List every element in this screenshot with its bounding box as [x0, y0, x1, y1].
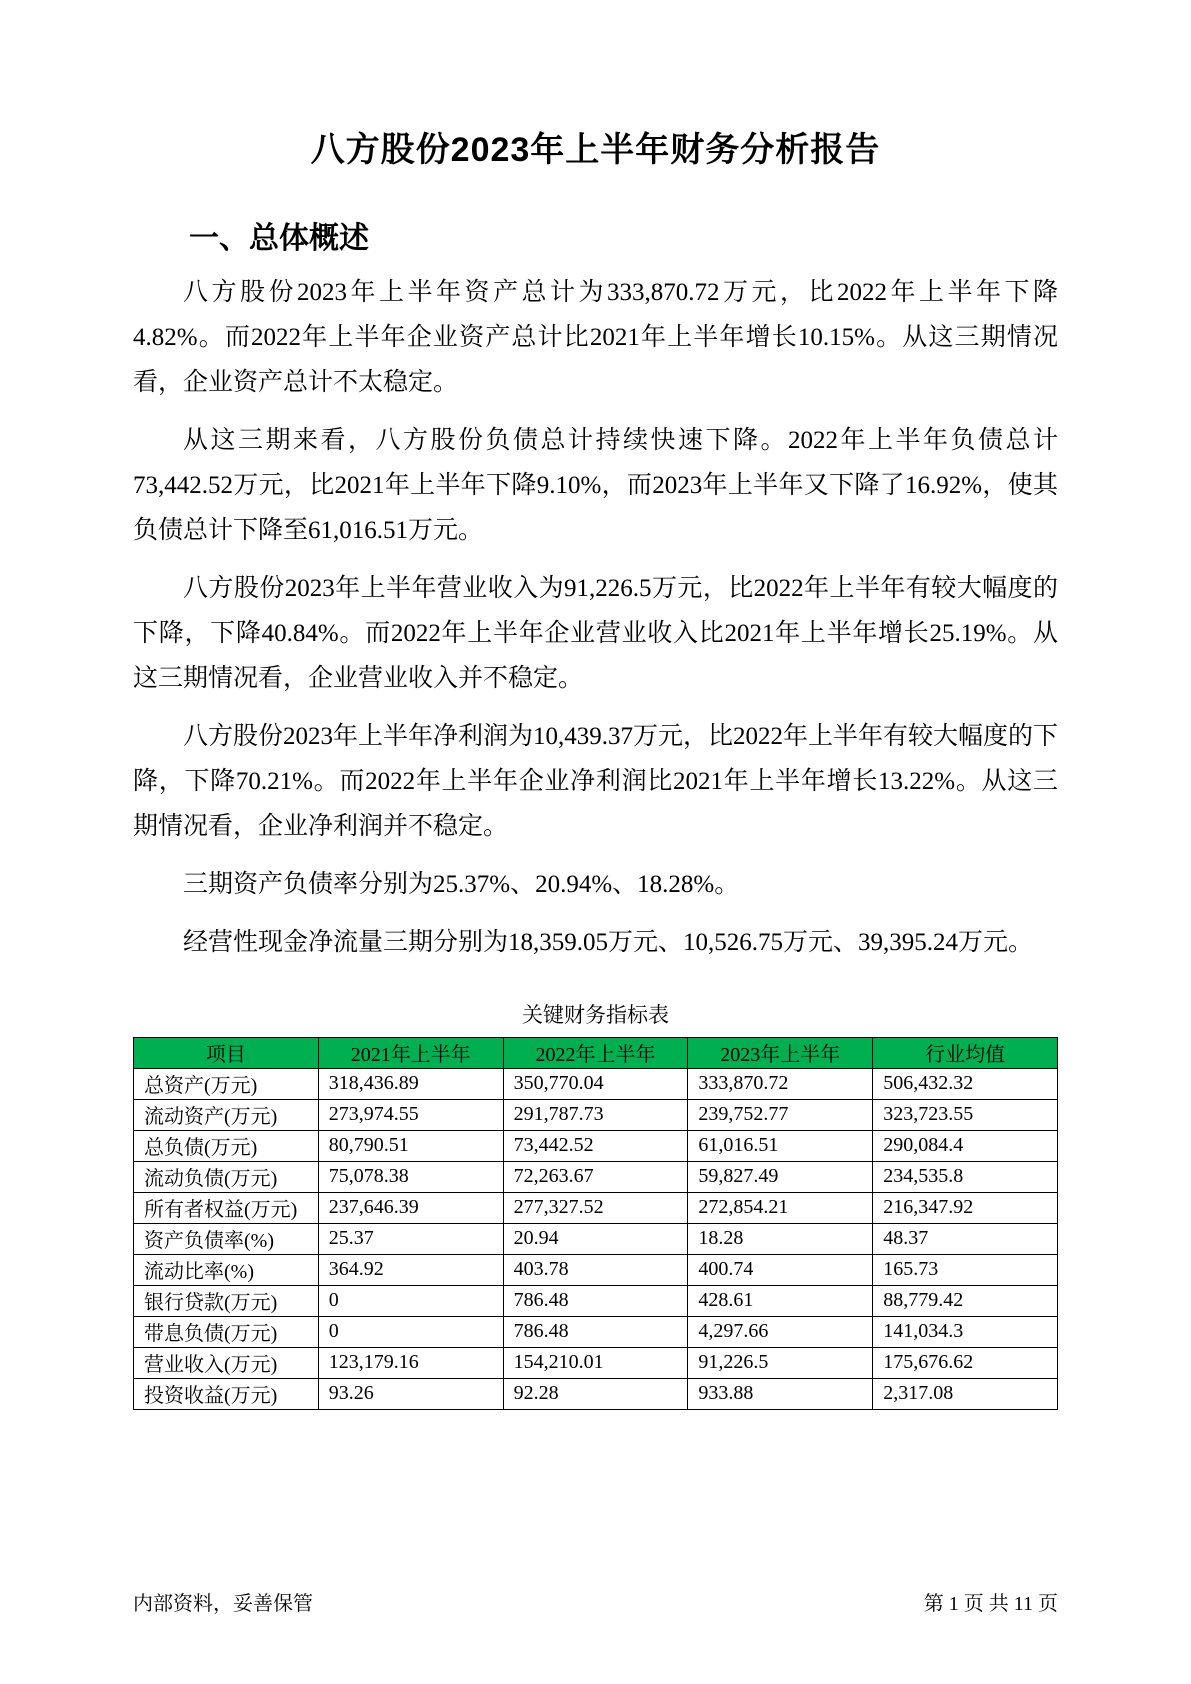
row-label-cell: 流动资产(万元)	[134, 1099, 319, 1130]
value-cell: 165.73	[873, 1254, 1058, 1285]
table-row	[134, 1316, 1058, 1347]
value-cell: 4,297.66	[688, 1316, 873, 1347]
value-cell: 154,210.01	[503, 1347, 688, 1378]
value-cell: 272,854.21	[688, 1192, 873, 1223]
value-cell: 75,078.38	[318, 1161, 503, 1192]
table-header-cell: 2023年上半年	[688, 1037, 873, 1068]
value-cell: 2,317.08	[873, 1378, 1058, 1409]
table-row	[134, 1161, 1058, 1192]
document-title: 八方股份2023年上半年财务分析报告	[310, 131, 881, 169]
value-cell: 506,432.32	[873, 1068, 1058, 1099]
table-row	[134, 1068, 1058, 1099]
value-cell: 92.28	[503, 1378, 688, 1409]
value-cell: 88,779.42	[873, 1285, 1058, 1316]
value-cell: 290,084.4	[873, 1130, 1058, 1161]
value-cell: 237,646.39	[318, 1192, 503, 1223]
value-cell: 123,179.16	[318, 1347, 503, 1378]
value-cell: 933.88	[688, 1378, 873, 1409]
value-cell: 141,034.3	[873, 1316, 1058, 1347]
table-row	[134, 1378, 1058, 1409]
value-cell: 61,016.51	[688, 1130, 873, 1161]
table-caption: 关键财务指标表	[522, 1002, 669, 1027]
table-header-cell: 行业均值	[873, 1037, 1058, 1068]
table-row	[134, 1285, 1058, 1316]
value-cell: 73,442.52	[503, 1130, 688, 1161]
value-cell: 428.61	[688, 1285, 873, 1316]
value-cell: 323,723.55	[873, 1099, 1058, 1130]
value-cell: 277,327.52	[503, 1192, 688, 1223]
table-row	[134, 1192, 1058, 1223]
table-header-cell: 2021年上半年	[318, 1037, 503, 1068]
value-cell: 72,263.67	[503, 1161, 688, 1192]
section-heading: 一、总体概述	[189, 221, 369, 255]
value-cell: 175,676.62	[873, 1347, 1058, 1378]
paragraph: 从这三期来看，八方股份负债总计持续快速下降。2022年上半年负债总计73,442.52万元，比2021年上半年下降9.10%，而2023年上半年又下降了16.92%，使其负债总计下降至61,016.51万元。	[133, 426, 1058, 544]
value-cell: 234,535.8	[873, 1161, 1058, 1192]
value-cell: 273,974.55	[318, 1099, 503, 1130]
paragraph: 八方股份2023年上半年营业收入为91,226.5万元，比2022年上半年有较大幅度的下降，下降40.84%。而2022年上半年企业营业收入比2021年上半年增长25.19%。从这三期情况看，企业营业收入并不稳定。	[133, 574, 1058, 692]
paragraph: 八方股份2023年上半年净利润为10,439.37万元，比2022年上半年有较大幅度的下降，下降70.21%。而2022年上半年企业净利润比2021年上半年增长13.22%。从这三期情况看，企业净利润并不稳定。	[133, 722, 1059, 840]
value-cell: 48.37	[873, 1223, 1058, 1254]
table-row	[134, 1254, 1058, 1285]
page-footer	[133, 1587, 1058, 1616]
table-row	[134, 1223, 1058, 1254]
paragraph: 经营性现金净流量三期分别为18,359.05万元、10,526.75万元、39,395.24万元。	[183, 928, 1034, 956]
row-label-cell: 带息负债(万元)	[134, 1316, 319, 1347]
table-row	[134, 1130, 1058, 1161]
table-header-cell: 2022年上半年	[503, 1037, 688, 1068]
financial-indicators-table	[133, 1037, 1058, 1410]
row-label-cell: 所有者权益(万元)	[134, 1192, 319, 1223]
table-row	[134, 1347, 1058, 1378]
row-label-cell: 资产负债率(%)	[134, 1223, 319, 1254]
table-header-row	[134, 1037, 1058, 1068]
row-label-cell: 投资收益(万元)	[134, 1378, 319, 1409]
value-cell: 25.37	[318, 1223, 503, 1254]
row-label-cell: 银行贷款(万元)	[134, 1285, 319, 1316]
table-header-cell: 项目	[134, 1037, 319, 1068]
value-cell: 91,226.5	[688, 1347, 873, 1378]
paragraphs	[133, 270, 1058, 965]
paragraph: 三期资产负债率分别为25.37%、20.94%、18.28%。	[183, 870, 740, 898]
value-cell: 18.28	[688, 1223, 873, 1254]
value-cell: 291,787.73	[503, 1099, 688, 1130]
value-cell: 0	[318, 1285, 503, 1316]
value-cell: 318,436.89	[318, 1068, 503, 1099]
row-label-cell: 营业收入(万元)	[134, 1347, 319, 1378]
row-label-cell: 总负债(万元)	[134, 1130, 319, 1161]
table-row	[134, 1099, 1058, 1130]
footer-confidential-note: 内部资料，妥善保管	[133, 1593, 313, 1615]
value-cell: 0	[318, 1316, 503, 1347]
row-label-cell: 总资产(万元)	[134, 1068, 319, 1099]
value-cell: 350,770.04	[503, 1068, 688, 1099]
paragraph: 八方股份2023年上半年资产总计为333,870.72万元，比2022年上半年下降4.82%。而2022年上半年企业资产总计比2021年上半年增长10.15%。从这三期情况看，企业资产总计不太稳定。	[133, 278, 1058, 396]
value-cell: 786.48	[503, 1316, 688, 1347]
table-body	[134, 1068, 1058, 1409]
row-label-cell: 流动比率(%)	[134, 1254, 319, 1285]
footer-page-number: 第 1 页 共 11 页	[923, 1593, 1058, 1615]
value-cell: 239,752.77	[688, 1099, 873, 1130]
value-cell: 333,870.72	[688, 1068, 873, 1099]
value-cell: 59,827.49	[688, 1161, 873, 1192]
value-cell: 80,790.51	[318, 1130, 503, 1161]
value-cell: 403.78	[503, 1254, 688, 1285]
value-cell: 20.94	[503, 1223, 688, 1254]
value-cell: 364.92	[318, 1254, 503, 1285]
value-cell: 786.48	[503, 1285, 688, 1316]
row-label-cell: 流动负债(万元)	[134, 1161, 319, 1192]
value-cell: 216,347.92	[873, 1192, 1058, 1223]
value-cell: 93.26	[318, 1378, 503, 1409]
value-cell: 400.74	[688, 1254, 873, 1285]
